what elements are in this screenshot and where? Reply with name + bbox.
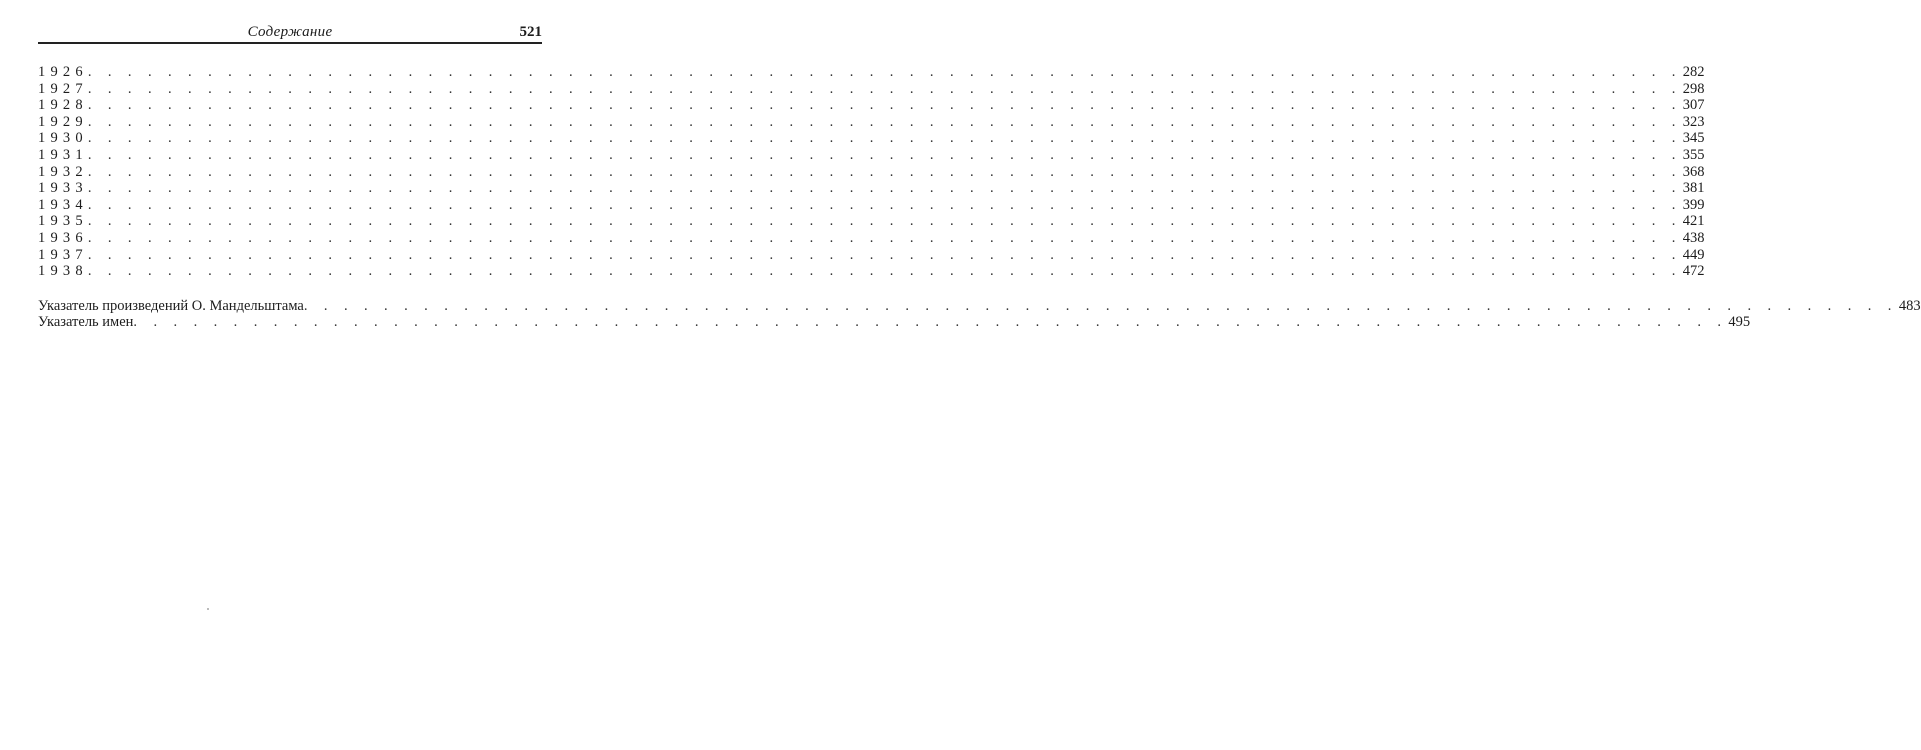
dot-leader: . . . . . . . . . . . . . . . . . . . . . . . . . . . . . . . . . . . . . . . . . . . . . . . . . . . . . . . . . . . . . . . . . . . . . . . . . . . . . . . . [87,97,1682,114]
toc-entry-page: 298 [1682,80,1705,97]
dot-leader: . . . . . . . . . . . . . . . . . . . . . . . . . . . . . . . . . . . . . . . . . . . . . . . . . . . . . . . . . . . . . . . . . . . . . . . . . . . . . . . . [87,263,1682,280]
toc-entry-label: 1935 [38,213,88,230]
toc-entry-label: 1931 [38,146,88,163]
toc-entry-label: 1936 [38,229,88,246]
toc-entry-page: 472 [1682,263,1705,280]
dot-leader: . . . . . . . . . . . . . . . . . . . . . . . . . . . . . . . . . . . . . . . . . . . . . . . . . . . . . . . . . . . . . . . . . . . . . . . . . . . . . . . . [87,246,1682,263]
running-title: Содержание [247,24,333,40]
toc-entry-label: 1932 [38,163,88,180]
toc-entry-page: 483 [1898,297,1921,314]
toc-entry-label: 1926 [38,64,88,80]
toc-entry-page: 355 [1682,146,1705,163]
toc-entry-label: 1929 [38,113,88,130]
dot-leader: . . . . . . . . . . . . . . . . . . . . . . . . . . . . . . . . . . . . . . . . . . . . . . . . . . . . . . . . . . . . . . . . . . . . . . . . . . . . . . . . [87,146,1682,163]
dot-leader: . . . . . . . . . . . . . . . . . . . . . . . . . . . . . . . . . . . . . . . . . . . . . . . . . . . . . . . . . . . . . . . . . . . . . . . . . . . . . . . . [87,64,1682,80]
toc-entry-page: 449 [1682,246,1705,263]
toc-entry[interactable] [38,263,1705,280]
dot-leader: . . . . . . . . . . . . . . . . . . . . . . . . . . . . . . . . . . . . . . . . . . . . . . . . . . . . . . . . . . . . . . . . . . . . . . . . . . . . . . . . [87,163,1682,180]
toc-entry-label: 1930 [38,130,88,147]
toc-entry[interactable] [38,213,1705,230]
toc-entry-label: 1934 [38,196,88,213]
dot-leader: . . . . . . . . . . . . . . . . . . . . . . . . . . . . . . . . . . . . . . . . . . . . . . . . . . . . . . . . . . . . . . . . . . . . . . . . . . . . . . . . [87,213,1682,230]
toc-entry-label: 1927 [38,80,88,97]
toc-section-gap [38,280,538,298]
toc-indexes-section [38,297,1921,331]
toc-entry[interactable] [38,196,1705,214]
dot-leader: . . . . . . . . . . . . . . . . . . . . . . . . . . . . . . . . . . . . . . . . . . . . . . . . . . . . . . . . . . . . . . . . . . . . . . . . . . . . . . . . [303,297,1898,314]
toc-entry-label: 1933 [38,180,88,197]
toc-entry[interactable] [38,64,1705,81]
dot-leader: . . . . . . . . . . . . . . . . . . . . . . . . . . . . . . . . . . . . . . . . . . . . . . . . . . . . . . . . . . . . . . . . . . . . . . . . . . . . . . . . [87,113,1682,130]
page-number: 521 [519,24,542,40]
dot-leader: . . . . . . . . . . . . . . . . . . . . . . . . . . . . . . . . . . . . . . . . . . . . . . . . . . . . . . . . . . . . . . . . . . . . . . . . . . . . . . . . [133,314,1728,331]
toc-entry-page: 421 [1682,213,1705,230]
toc-entry-label: Указатель имен [38,314,134,331]
dot-leader: . . . . . . . . . . . . . . . . . . . . . . . . . . . . . . . . . . . . . . . . . . . . . . . . . . . . . . . . . . . . . . . . . . . . . . . . . . . . . . . . [87,130,1682,147]
toc-entry-page: 495 [1728,314,1751,331]
toc-entry[interactable] [38,297,1921,315]
toc-entry-page: 345 [1682,130,1705,147]
toc-entry-label: 1937 [38,246,88,263]
page-header [38,20,542,44]
toc-entry[interactable] [38,180,1705,197]
dot-leader: . . . . . . . . . . . . . . . . . . . . . . . . . . . . . . . . . . . . . . . . . . . . . . . . . . . . . . . . . . . . . . . . . . . . . . . . . . . . . . . . [87,196,1682,213]
toc-entry-label: Указатель произведений О. Мандельштама [38,297,304,314]
dot-leader: . . . . . . . . . . . . . . . . . . . . . . . . . . . . . . . . . . . . . . . . . . . . . . . . . . . . . . . . . . . . . . . . . . . . . . . . . . . . . . . . [87,80,1682,97]
toc-entry-page: 381 [1682,180,1705,197]
toc-entry[interactable] [38,80,1705,98]
toc-entry-label: 1938 [38,263,88,280]
toc-entry-label: 1928 [38,97,88,114]
toc-entry-page: 282 [1682,64,1705,80]
toc-entry[interactable] [38,246,1705,264]
toc-entry[interactable] [38,314,1751,331]
toc-entry[interactable] [38,130,1705,147]
toc-entry-page: 307 [1682,97,1705,114]
toc-years-section [38,64,1705,280]
dot-leader: . . . . . . . . . . . . . . . . . . . . . . . . . . . . . . . . . . . . . . . . . . . . . . . . . . . . . . . . . . . . . . . . . . . . . . . . . . . . . . . . [87,180,1682,197]
toc-entry[interactable] [38,97,1705,114]
toc-entry-page: 399 [1682,196,1705,213]
toc-entry[interactable] [38,146,1705,164]
toc-entry-page: 438 [1682,229,1705,246]
dot-leader: . . . . . . . . . . . . . . . . . . . . . . . . . . . . . . . . . . . . . . . . . . . . . . . . . . . . . . . . . . . . . . . . . . . . . . . . . . . . . . . . [87,229,1682,246]
toc-entry-page: 368 [1682,163,1705,180]
toc-entry[interactable] [38,163,1705,181]
toc-entry[interactable] [38,113,1705,131]
toc-entry[interactable] [38,229,1705,247]
toc-entry-page: 323 [1682,113,1705,130]
scan-speck [207,608,209,610]
table-of-contents [38,64,1921,331]
header-rule [38,42,542,44]
